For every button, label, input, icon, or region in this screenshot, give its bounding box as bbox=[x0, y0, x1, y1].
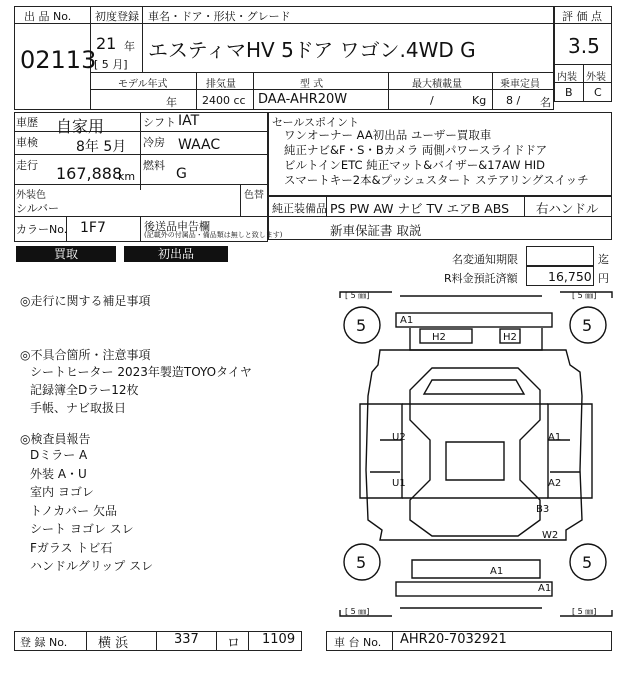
model-year-unit: 年 bbox=[166, 96, 177, 109]
tire-depth-front-right: [ 5 ㎜] bbox=[572, 291, 597, 300]
mileage-unit: km bbox=[118, 170, 136, 183]
registration-class: 337 bbox=[174, 632, 199, 647]
sales-point-line: 純正ナビ&F・S・Bカメラ 両側パワースライドドア bbox=[284, 143, 548, 157]
max-load-value: / bbox=[430, 94, 434, 107]
ac: WAAC bbox=[178, 137, 221, 153]
lot-label: 出 品 No. bbox=[24, 10, 72, 23]
mileage: 167,888 bbox=[56, 164, 123, 183]
registration-kana: ロ bbox=[227, 636, 241, 651]
inspector-line: 外装 A・U bbox=[30, 466, 87, 481]
mileage-label: 走行 bbox=[16, 159, 38, 172]
car-damage-diagram bbox=[336, 288, 616, 620]
color-no: 1F7 bbox=[80, 220, 106, 236]
inspector-line: 室内 ヨゴレ bbox=[30, 485, 94, 499]
first-reg-year: 21 bbox=[96, 34, 117, 53]
aftermarket-note: (記載外の付属品・備品類は無しと致します) bbox=[144, 231, 283, 239]
inspector-line: シート ヨゴレ スレ bbox=[30, 522, 134, 536]
interior-grade: B bbox=[565, 86, 573, 99]
tire-mark-front-left: 5 bbox=[356, 316, 367, 335]
mark-u2: U2 bbox=[392, 432, 406, 443]
mark-h2-left: H2 bbox=[432, 332, 446, 343]
tire-mark-front-right: 5 bbox=[582, 316, 593, 335]
sales-point-line: ワンオーナー AA初出品 ユーザー買取車 bbox=[284, 128, 492, 142]
color-change-label: 色替 bbox=[244, 190, 264, 201]
first-reg-label: 初度登録 bbox=[95, 10, 139, 23]
model-type: DAA-AHR20W bbox=[258, 92, 348, 107]
name-change-limit-suffix: 迄 bbox=[598, 253, 609, 266]
defect-line: 記録簿全Dラー12枚 bbox=[30, 383, 139, 397]
mark-a1-bottom2: A1 bbox=[538, 583, 552, 594]
defect-line: 手帳、ナビ取扱日 bbox=[30, 401, 127, 415]
tire-depth-rear-right: [ 5 ㎜] bbox=[572, 607, 597, 616]
mark-w2: W2 bbox=[542, 530, 559, 541]
inspection: 8年 5月 bbox=[76, 139, 127, 155]
mark-a1-bottom: A1 bbox=[490, 566, 504, 577]
max-load-unit: Kg bbox=[472, 94, 487, 107]
equipment-items: PS PW AW ナビ TV エアB ABS bbox=[330, 201, 510, 216]
inspector-line: Dミラー A bbox=[30, 448, 88, 462]
inspector-line: Fガラス トビ石 bbox=[30, 540, 113, 555]
displacement: 2400 cc bbox=[202, 94, 246, 107]
inspector-line: ハンドルグリップ スレ bbox=[30, 559, 154, 573]
defect-line: シートヒーター 2023年製造TOYOタイヤ bbox=[30, 365, 252, 379]
rating-label: 評 価 点 bbox=[562, 10, 602, 23]
mark-a1-top: A1 bbox=[400, 315, 414, 326]
max-load-label: 最大積載量 bbox=[412, 79, 462, 90]
chassis-label: 車 台 No. bbox=[334, 636, 382, 649]
registration-label: 登 録 No. bbox=[20, 636, 68, 649]
shift-label: シフト bbox=[143, 116, 176, 129]
warranty: 新車保証書 取説 bbox=[330, 223, 422, 238]
defects-list bbox=[30, 363, 252, 417]
inspector-title: ◎検査員報告 bbox=[20, 432, 91, 446]
first-reg-year-unit: 年 bbox=[124, 40, 135, 53]
supplement-title: ◎走行に関する補足事項 bbox=[20, 294, 151, 308]
ac-label: 冷房 bbox=[143, 136, 165, 149]
fuel: G bbox=[176, 166, 187, 182]
fuel-label: 燃料 bbox=[143, 159, 165, 172]
displacement-label: 排気量 bbox=[206, 79, 236, 90]
exterior-label: 外装 bbox=[586, 72, 606, 83]
mark-b3: B3 bbox=[536, 504, 550, 515]
registration-area: 横 浜 bbox=[98, 636, 129, 651]
mark-a1-side: A1 bbox=[548, 432, 562, 443]
purchase-tag: 買取 bbox=[16, 246, 116, 262]
equipment-label: 純正装備品 bbox=[272, 202, 327, 215]
color-no-label: カラーNo. bbox=[16, 223, 68, 236]
exterior-grade: C bbox=[594, 86, 602, 99]
recycle-label: R料金預託済額 bbox=[444, 272, 518, 285]
capacity-label: 乗車定員 bbox=[500, 79, 540, 90]
first-reg-month: [ 5 月] bbox=[94, 58, 128, 71]
defects-title: ◎不具合箇所・注意事項 bbox=[20, 348, 151, 362]
aftermarket-label: 後送品申告欄 bbox=[144, 220, 210, 233]
name-change-limit-box bbox=[526, 246, 594, 266]
recycle-value: 16,750 bbox=[548, 269, 592, 284]
ext-color-label: 外装色 bbox=[16, 190, 46, 201]
inspection-label: 車検 bbox=[16, 136, 38, 149]
interior-label: 内装 bbox=[557, 72, 577, 83]
capacity: 8 / bbox=[506, 94, 521, 107]
rating-score: 3.5 bbox=[568, 34, 600, 58]
tire-mark-rear-right: 5 bbox=[582, 553, 593, 572]
first-listing-tag: 初出品 bbox=[124, 246, 228, 262]
capacity-unit: 名 bbox=[540, 96, 551, 109]
sales-points-list bbox=[284, 128, 589, 188]
model-year-label: モデル年式 bbox=[118, 79, 168, 90]
history-label: 車歴 bbox=[16, 116, 38, 129]
name-change-limit-label: 名変通知期限 bbox=[452, 253, 518, 266]
history: 自家用 bbox=[56, 117, 105, 136]
ext-color: シルバー bbox=[16, 202, 59, 215]
sales-point-line: スマートキー2本&プッシュスタート ステアリングスイッチ bbox=[284, 173, 589, 187]
inspector-list bbox=[30, 446, 153, 576]
shift: IAT bbox=[178, 113, 200, 129]
lot-number: 02113 bbox=[20, 46, 97, 74]
sales-points-label: セールスポイント bbox=[272, 116, 360, 129]
mark-u1: U1 bbox=[392, 478, 406, 489]
recycle-unit: 円 bbox=[598, 272, 609, 285]
chassis-number: AHR20-7032921 bbox=[400, 632, 507, 647]
mark-a2: A2 bbox=[548, 478, 562, 489]
car-name: エスティマHV 5ドア ワゴン.4WD G bbox=[148, 38, 476, 62]
type-label: 型 式 bbox=[300, 79, 324, 90]
car-name-label: 車名・ドア・形状・グレード bbox=[148, 10, 291, 23]
mark-h2-right: H2 bbox=[503, 332, 517, 343]
tire-depth-rear-left: [ 5 ㎜] bbox=[345, 607, 370, 616]
tire-depth-front-left: [ 5 ㎜] bbox=[345, 291, 370, 300]
tire-mark-rear-left: 5 bbox=[356, 553, 367, 572]
steering: 右ハンドル bbox=[536, 201, 599, 216]
sales-point-line: ビルトインETC 純正マット&バイザー&17AW HID bbox=[284, 158, 545, 172]
inspector-line: トノカバー 欠品 bbox=[30, 503, 117, 518]
registration-number: 1109 bbox=[262, 632, 296, 647]
